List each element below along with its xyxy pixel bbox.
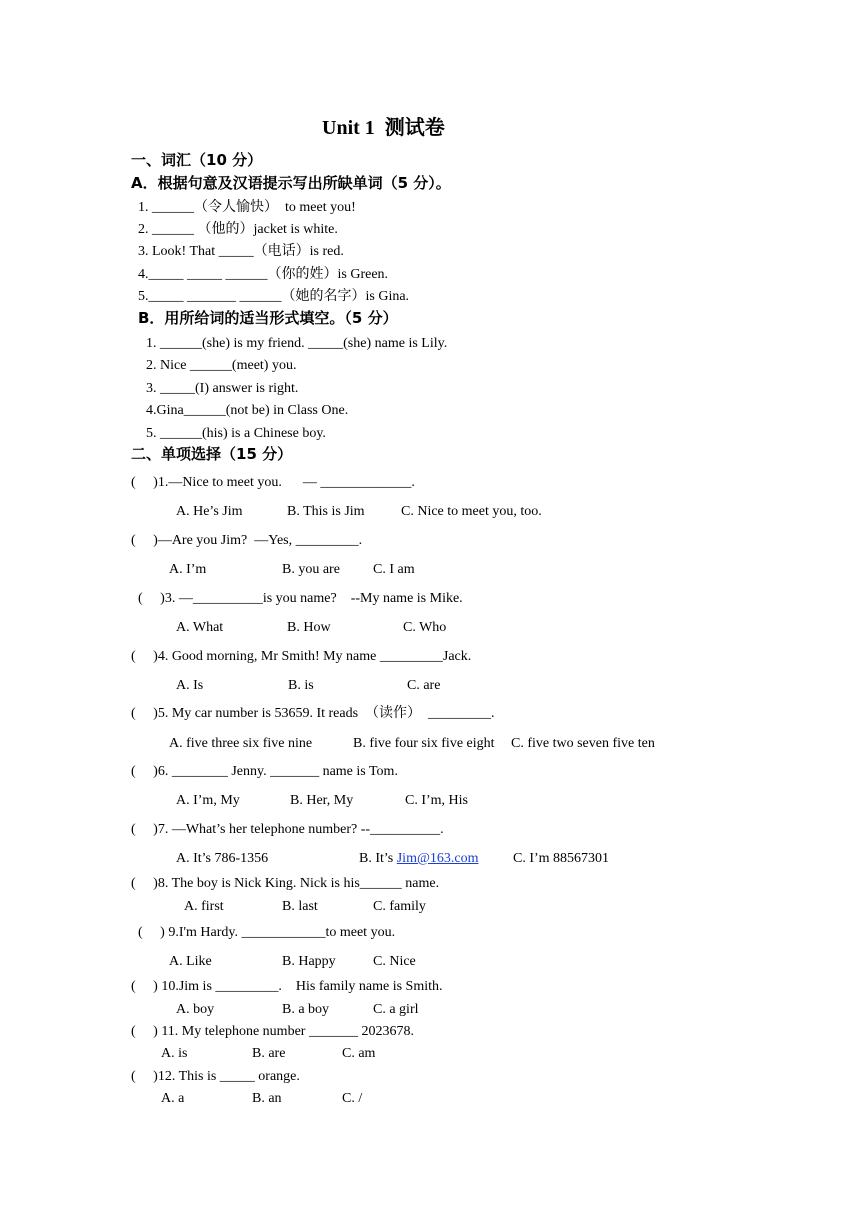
part-a-item: 1. ______（令人愉快） to meet you! (138, 200, 356, 215)
part-a-item: 3. Look! That _____（电话）is red. (138, 244, 344, 259)
option: C. are (407, 678, 441, 693)
option: A. first (184, 899, 224, 914)
question: ( )7. —What’s her telephone number? --__________. (131, 822, 444, 837)
page-title: Unit 1 测试卷 (322, 117, 445, 139)
option: B. This is Jim (287, 504, 365, 519)
option: A. He’s Jim (176, 504, 243, 519)
option: A. a (161, 1091, 185, 1106)
option: B. a boy (282, 1002, 330, 1017)
email-link[interactable]: Jim@163.com (396, 851, 479, 866)
part-a-heading: A．根据句意及汉语提示写出所缺单词（5 分）。 (131, 174, 451, 192)
question: ( ) 9.I'm Hardy. ____________to meet you. (138, 925, 396, 940)
option: A. Like (169, 954, 212, 969)
option: B. Her, My (290, 793, 354, 808)
option: B. an (252, 1091, 282, 1106)
option: B. Happy (282, 954, 336, 969)
option: A. I’m (169, 562, 207, 577)
part-b-item: 3. _____(I) answer is right. (146, 381, 299, 396)
part-a-item: 4._____ _____ ______（你的姓）is Green. (138, 267, 389, 282)
part-a-item: 2. ______ （他的）jacket is white. (138, 222, 338, 237)
part-b-item: 2. Nice ______(meet) you. (146, 358, 297, 373)
option: C. a girl (373, 1002, 419, 1017)
section-2-heading: 二、单项选择（15 分） (131, 445, 293, 463)
option: C. I am (373, 562, 415, 577)
option: C. am (342, 1046, 376, 1061)
option: A. What (176, 620, 224, 635)
question: ( )—Are you Jim? —Yes, _________. (131, 533, 363, 548)
part-b-heading: B．用所给词的适当形式填空。（5 分） (138, 309, 398, 327)
question: ( ) 11. My telephone number _______ 2023678. (131, 1024, 414, 1039)
option: B. five four six five eight (353, 736, 495, 751)
option: B. is (288, 678, 314, 693)
option: C. Nice to meet you, too. (401, 504, 542, 519)
option: A. is (161, 1046, 188, 1061)
question: ( )5. My car number is 53659. It reads （读作） _________. (131, 706, 495, 721)
option: B. How (287, 620, 331, 635)
option: C. five two seven five ten (511, 736, 655, 751)
option: B. last (282, 899, 318, 914)
option: A. boy (176, 1002, 215, 1017)
option: C. / (342, 1091, 363, 1106)
question: ( ) 10.Jim is _________. His family name is Smith. (131, 979, 443, 994)
question: ( )12. This is _____ orange. (131, 1069, 300, 1084)
option: C. I’m 88567301 (513, 851, 610, 866)
option: A. I’m, My (176, 793, 240, 808)
section-1-heading: 一、词汇（10 分） (131, 151, 263, 169)
option-text: B. It’s (359, 851, 397, 866)
question: ( )1.—Nice to meet you. — _____________. (131, 475, 415, 490)
question: ( )4. Good morning, Mr Smith! My name _________Jack. (131, 649, 472, 664)
option: C. I’m, His (405, 793, 468, 808)
option: C. Nice (373, 954, 416, 969)
option (359, 850, 478, 868)
option: A. Is (176, 678, 204, 693)
option: C. Who (403, 620, 447, 635)
part-b-item: 5. ______(his) is a Chinese boy. (146, 426, 326, 441)
option: A. It’s 786-1356 (176, 851, 269, 866)
option: B. are (252, 1046, 286, 1061)
question: ( )8. The boy is Nick King. Nick is his______ name. (131, 876, 440, 891)
part-a-item: 5._____ _______ ______（她的名字）is Gina. (138, 289, 410, 304)
part-b-item: 4.Gina______(not be) in Class One. (146, 403, 349, 418)
option: C. family (373, 899, 426, 914)
question: ( )3. —__________is you name? --My name is Mike. (138, 591, 463, 606)
option: B. you are (282, 562, 340, 577)
question: ( )6. ________ Jenny. _______ name is Tom. (131, 764, 398, 779)
part-b-item: 1. ______(she) is my friend. _____(she) name is Lily. (146, 336, 448, 351)
option: A. five three six five nine (169, 736, 313, 751)
